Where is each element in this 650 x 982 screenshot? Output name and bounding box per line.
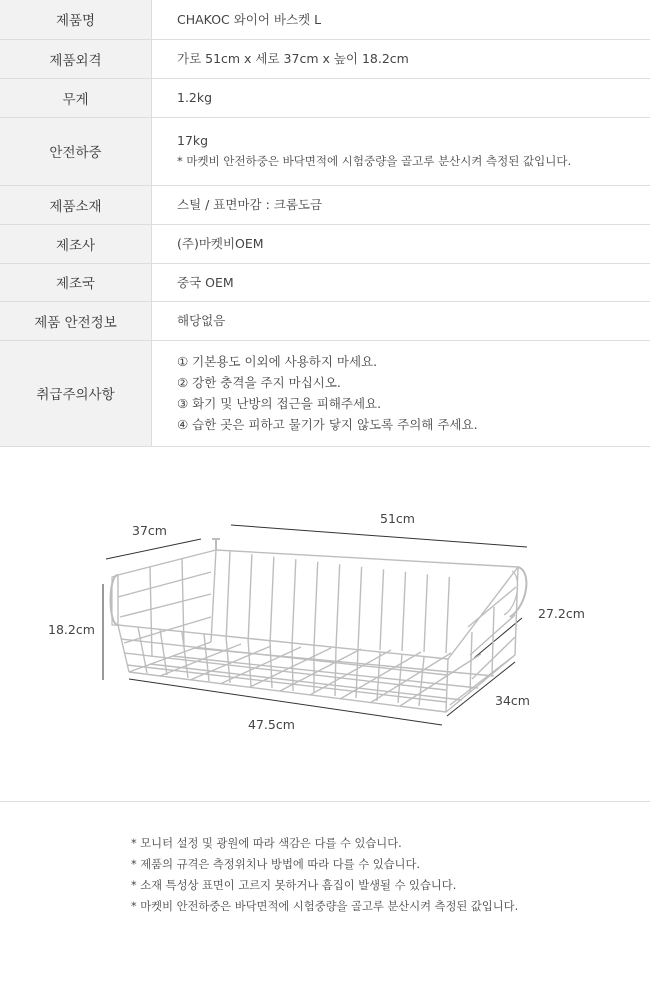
spec-value [152,39,650,78]
spec-value-line: ① 기본용도 이외에 사용하지 마세요. [177,354,378,369]
spec-row-name [0,0,650,39]
spec-value [152,224,650,263]
dim-width-bottom-label: 47.5cm [248,716,295,732]
spec-row-material [0,185,650,224]
spec-label: 제품외격 [0,39,152,78]
spec-value-line: 17kg [177,133,209,148]
spec-value-line: 해당없음 [177,313,226,328]
spec-value [152,78,650,117]
spec-row-weight [0,78,650,117]
basket-dimension-figure [0,447,650,802]
notes-section [0,802,650,917]
spec-row-manufacturer [0,224,650,263]
spec-row-dimensions [0,39,650,78]
spec-value [152,185,650,224]
spec-row-handling [0,340,650,446]
spec-label: 안전하중 [0,117,152,185]
note-item: * 마켓비 안전하중은 바닥면적에 시험중량을 골고루 분산시켜 측정된 값입니다. [131,899,519,913]
spec-value-line: 가로 51cm x 세로 37cm x 높이 18.2cm [177,51,409,66]
note-item: * 제품의 규격은 측정위치나 방법에 따라 다를 수 있습니다. [131,857,420,871]
dim-height-left-label: 18.2cm [48,621,95,637]
spec-value-line: ② 강한 충격을 주지 마십시오. [177,375,341,390]
spec-value [152,117,650,185]
spec-value [152,340,650,446]
dim-width-top-label: 51cm [380,510,415,526]
spec-value-line: (주)마켓비OEM [177,236,264,251]
spec-label: 무게 [0,78,152,117]
dim-height-right-label: 27.2cm [538,605,585,621]
dim-depth-top-label: 37cm [132,522,167,538]
note-item: * 모니터 설정 및 광원에 따라 색감은 다를 수 있습니다. [131,836,402,850]
spec-value [152,263,650,301]
spec-label: 제품명 [0,0,152,39]
spec-label: 제품 안전정보 [0,301,152,340]
spec-row-country [0,263,650,301]
spec-value-line: 중국 OEM [177,274,234,290]
spec-value-line: 스틸 / 표면마감 : 크롬도금 [177,197,323,212]
spec-label: 취급주의사항 [0,340,152,446]
spec-label: 제조사 [0,224,152,263]
spec-value-line: 1.2kg [177,90,213,105]
spec-value-note: * 마켓비 안전하중은 바닥면적에 시험중량을 골고루 분산시켜 측정된 값입니다. [177,154,572,168]
spec-value-line: ④ 습한 곳은 피하고 물기가 닿지 않도록 주의해 주세요. [177,417,478,432]
dim-depth-bottom-label: 34cm [495,692,530,708]
spec-value-line: CHAKOC 와이어 바스켓 L [177,11,322,27]
spec-table [0,0,650,447]
spec-label: 제조국 [0,263,152,301]
spec-row-safety-info [0,301,650,340]
spec-label: 제품소재 [0,185,152,224]
spec-row-safe-load [0,117,650,185]
spec-value-line: ③ 화기 및 난방의 접근을 피해주세요. [177,396,382,411]
spec-value [152,0,650,39]
wire-basket-illustration [0,447,650,801]
note-item: * 소재 특성상 표면이 고르지 못하거나 흠집이 발생될 수 있습니다. [131,878,457,892]
spec-value [152,301,650,340]
